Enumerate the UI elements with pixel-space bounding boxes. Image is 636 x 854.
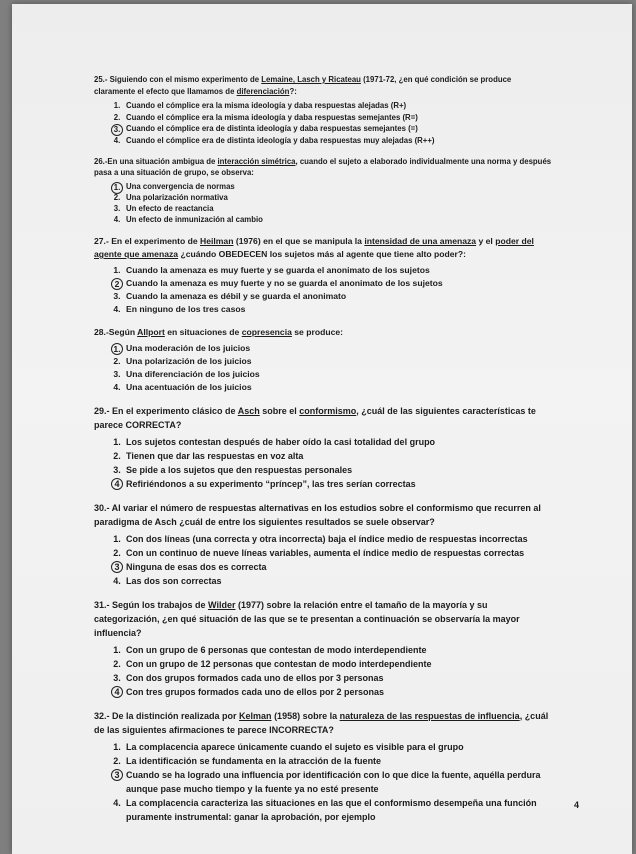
question-30 bbox=[94, 501, 554, 588]
option-selected: 2 Cuando la amenaza es muy fuerte y no se guarda el anonimato de los sujetos bbox=[112, 277, 554, 290]
question-29 bbox=[94, 404, 554, 491]
answer-circle-mark: 4 bbox=[111, 478, 123, 490]
option: 2. Una polarización de los juicios bbox=[113, 356, 252, 366]
option: 4. Una acentuación de los juicios bbox=[113, 382, 252, 392]
question-stem: 28.-Según Allport en situaciones de copresencia se produce: bbox=[94, 327, 343, 337]
option-selected: 3. Cuando el cómplice era de distinta ideología y daba respuestas semejantes (=) bbox=[112, 123, 554, 135]
option: 2. Con un continuo de nueve líneas variables, aumenta el índice medio de respuestas correctas bbox=[113, 548, 525, 558]
option: 1. La complacencia aparece únicamente cuando el sujeto es visible para el grupo bbox=[113, 742, 464, 752]
answer-circle-mark: 3 bbox=[111, 769, 123, 781]
question-32 bbox=[94, 709, 554, 824]
option: 1. Los sujetos contestan después de haber oído la casi totalidad del grupo bbox=[113, 437, 436, 447]
option-selected: 4 Refiriéndonos a su experimento “príncep”, las tres serían correctas bbox=[112, 477, 554, 491]
option: 1. Cuando la amenaza es muy fuerte y se guarda el anonimato de los sujetos bbox=[113, 265, 430, 275]
question-stem: 29.- En el experimento clásico de Asch sobre el conformismo, ¿cuál de las siguientes características te parece CORRECTA? bbox=[94, 406, 536, 430]
option: 2. Con un grupo de 12 personas que contestan de modo interdependiente bbox=[113, 659, 432, 669]
answer-circle-mark: 1. bbox=[111, 182, 123, 194]
option: 2. Cuando el cómplice era la misma ideología y daba respuestas semejantes (R=) bbox=[113, 112, 418, 122]
option: 1. Con un grupo de 6 personas que contestan de modo interdependiente bbox=[113, 645, 427, 655]
option: 3. Con dos grupos formados cada uno de ellos por 3 personas bbox=[113, 673, 384, 683]
option: 4. Cuando el cómplice era de distinta ideología y daba respuestas muy alejadas (R++) bbox=[113, 135, 435, 145]
question-stem: 27.- En el experimento de Heilman (1976) en el que se manipula la intensidad de una amenaza y el poder del agente que amenaza ¿cuándo OBEDECEN los sujetos más al agente que tiene alto poder?: bbox=[94, 236, 534, 259]
question-27 bbox=[94, 235, 554, 316]
question-25 bbox=[94, 74, 554, 146]
question-stem: 31.- Según los trabajos de Wilder (1977) sobre la relación entre el tamaño de la mayoría y su categorización, ¿en qué situación de las que se te presentan a continuación se observaría la mayor influencia? bbox=[94, 600, 520, 638]
option: 4. Las dos son correctas bbox=[113, 576, 222, 586]
option: 4. La complacencia caracteriza las situaciones en las que el conformismo desempeña una función puramente instrumental: ganar la aprobación, por ejemplo bbox=[113, 798, 537, 822]
option: 4. Un efecto de inmunización al cambio bbox=[113, 215, 263, 224]
option: 4. En ninguno de los tres casos bbox=[113, 304, 246, 314]
question-31 bbox=[94, 598, 554, 699]
option: 1. Con dos líneas (una correcta y otra incorrecta) baja el índice medio de respuestas incorrectas bbox=[113, 534, 528, 544]
option: 2. Tienen que dar las respuestas en voz alta bbox=[113, 451, 304, 461]
option-selected: 1. Una moderación de los juicios bbox=[112, 342, 554, 355]
option: 2. La identificación se fundamenta en la atracción de la fuente bbox=[113, 756, 382, 766]
option: 2. Una polarización normativa bbox=[113, 193, 228, 202]
question-stem: 26.-En una situación ambigua de interacción simétrica, cuando el sujeto a elaborado individualmente una norma y después pasa a una situación de grupo, se observa: bbox=[94, 157, 552, 177]
answer-circle-mark: 1. bbox=[111, 343, 123, 355]
question-stem: 30.- Al variar el número de respuestas alternativas en los estudios sobre el conformismo que recurren al paradigma de Asch ¿cuál de entre los siguientes resultados se suele observar? bbox=[94, 503, 541, 527]
answer-circle-mark: 3 bbox=[111, 561, 123, 573]
option: 3. Se pide a los sujetos que den respuestas personales bbox=[113, 465, 353, 475]
question-stem: 32.- De la distinción realizada por Kelman (1958) sobre la naturaleza de las respuestas de influencia, ¿cuál de las siguientes afirmaciones te parece INCORRECTA? bbox=[94, 711, 549, 735]
option-selected: 1. Una convergencia de normas bbox=[112, 181, 554, 192]
question-stem: 25.- Siguiendo con el mismo experimento de Lemaine, Lasch y Ricateau (1971-72, ¿en qué condición se produce claramente el efecto que llamamos de diferenciación?: bbox=[94, 75, 512, 96]
question-28 bbox=[94, 326, 554, 394]
question-26 bbox=[94, 156, 554, 225]
answer-circle-mark: 2 bbox=[111, 278, 123, 290]
option-selected: 3 Ninguna de esas dos es correcta bbox=[112, 560, 554, 574]
option-selected: 3 Cuando se ha logrado una influencia por identificación con lo que dice la fuente, aquélla perdura aunque pase mucho tiempo y la fuente ya no esté presente bbox=[112, 768, 554, 796]
exam-page bbox=[12, 4, 632, 854]
option: 3. Cuando la amenaza es débil y se guarda el anonimato bbox=[113, 291, 347, 301]
option: 1. Cuando el cómplice era la misma ideología y daba respuestas alejadas (R+) bbox=[113, 101, 407, 110]
option: 3. Un efecto de reactancia bbox=[113, 204, 214, 213]
option-selected: 4 Con tres grupos formados cada uno de ellos por 2 personas bbox=[112, 685, 554, 699]
option: 3. Una diferenciación de los juicios bbox=[113, 369, 260, 379]
answer-circle-mark: 3. bbox=[111, 124, 123, 136]
page-number: 4 bbox=[574, 800, 580, 810]
question-list bbox=[94, 74, 554, 834]
answer-circle-mark: 4 bbox=[111, 686, 123, 698]
